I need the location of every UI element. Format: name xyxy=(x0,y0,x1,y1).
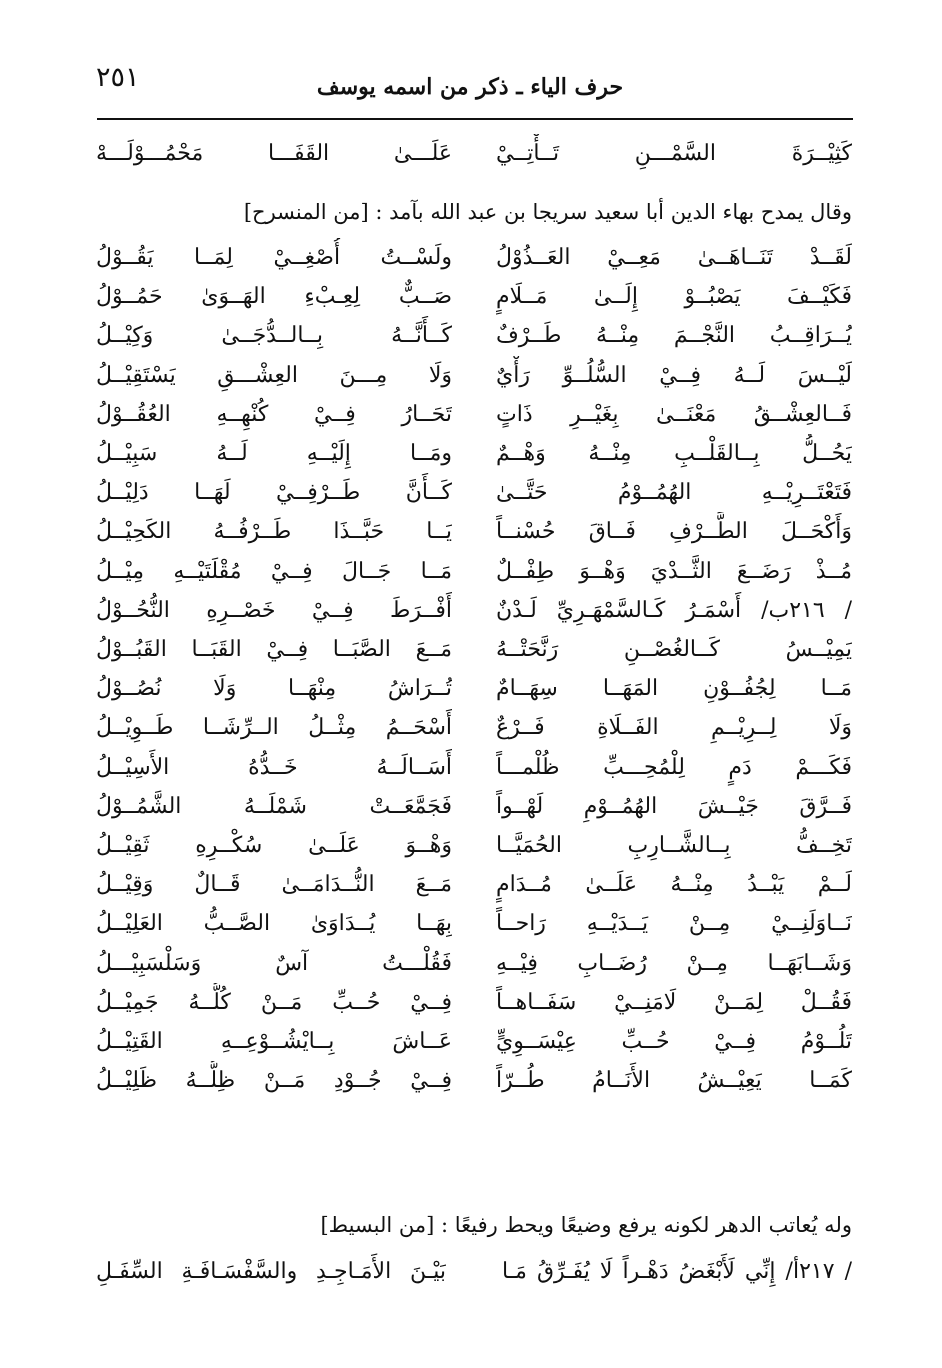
hemistich-second: تَحَــارُ فِــيْ كُنْهِــهِ العُقُــوْلُ xyxy=(96,401,452,427)
hemistich-first: / ٢١٧أ/ إِنِّي لَأَبْغَضُ دَهْـراً لَا يُفَـرِّقُ مَـا xyxy=(502,1259,852,1284)
hemistich-first: فَكَـــمْ دَمٍ لِلْمُحِـــبِّ ظُلْمـــاً xyxy=(496,754,852,780)
hemistich-second: فَقُلْـــتُ آسٌ وَسَلْسَبِيْـــلُ xyxy=(96,950,452,976)
verse-line xyxy=(96,904,852,944)
hemistich-second: بِهَــا يُــدَاوَىٰ الصَّــبُّ العَلِيْــلُ xyxy=(96,911,452,937)
hemistich-second: فِــيْ حُــبِّ مَــنْ كُلُّــهُ جَمِيْــلُ xyxy=(96,989,452,1015)
verse-line xyxy=(96,591,852,631)
hemistich-first: يَحُــلُّ بِــالقَلْــبِ مِنْــهُ وَهْــمٌ xyxy=(496,441,852,466)
verse-line xyxy=(96,277,852,317)
verse-line xyxy=(96,669,852,709)
hemistich-first: لَقَــدْ تَنَــاهَــىٰ مَعِــيْ العَــذُوْلُ xyxy=(496,245,852,270)
hemistich-second: كَــأَنَّ طَــرْفِــيْ لَهَــا دَلِيْــلُ xyxy=(96,480,452,506)
verse-line xyxy=(96,1061,852,1101)
verse-line xyxy=(96,1022,852,1062)
verse-line xyxy=(96,552,852,592)
hemistich-second: أَسَــالَــهُ خَــدُّهُ الأَسِيْــلُ xyxy=(96,754,452,780)
hemistich-first: وَلَا لِــرِيْــمِ الفَــلَاةِ فَــرْعٌ xyxy=(496,715,852,741)
hemistich-second: وَلَا مِـــنَ العِشْـــقِ يَسْتَقِيْــلُ xyxy=(96,362,452,388)
hemistich-second: عَــاشَ بِــايْشُــوْعِــهِ القَتِيْــلُ xyxy=(96,1029,452,1054)
hemistich-second: فِــيْ جُــوْدِ مَــنْ ظِلُّــهُ ظَلِيْــلُ xyxy=(96,1068,452,1094)
verse-line xyxy=(96,434,852,474)
hemistich-first: يُــرَاقِــبُ النَّجْــمَ مِنْــهُ طَــرْفٌ xyxy=(496,323,852,349)
running-header: حرف الياء ـ ذكر من اسمه يوسف xyxy=(316,74,624,100)
hemistich-first: فَــرَّقَ جَيْــشَ الهُمُــوْمِ لَهْــواً xyxy=(496,793,852,819)
hemistich-first: كَمَــا يَعِيْــشُ الأَنَــامُ طُــرّاً xyxy=(496,1068,852,1094)
hemistich-first: فَــالعِشْــقُ مَعْنَــىٰ بِغَيْــرِ ذَاتٍ xyxy=(496,401,852,427)
hemistich-first: وَأَكْحَــلَ الطَّــرْفِ فَــاقَ حُسْنــاً xyxy=(496,519,852,545)
verse-line xyxy=(96,473,852,513)
hemistich-second: كَــأَنَّــهُ بِــالــدُّجَــىٰ وَكِيْــلُ xyxy=(96,323,452,349)
hemistich-first: / ٢١٦ب/ أَسْمَـرُ كَـالسَّمْهَـرِيِّ لَـدْنٌ xyxy=(496,597,852,623)
verse-line xyxy=(96,134,852,174)
verse-line xyxy=(96,983,852,1023)
hemistich-second: مَــا جَــالَ فِــيْ مُقْلَتَيْــهِ مِيْــلُ xyxy=(96,558,452,584)
hemistich-first: وَشَــابَهَــا مِــنْ رُضَــابِ فِيْــهِ xyxy=(496,950,852,976)
hemistich-second: ولَسْــتُ أُصْغِــيْ لِمَــا يَقُــوْلُ xyxy=(96,245,452,270)
hemistich-second: صَــبٌّ لِعِـبْءِ الهَــوَىٰ حَمُــوْلُ xyxy=(96,284,452,310)
verse-line xyxy=(96,748,852,788)
verse-line xyxy=(96,395,852,435)
verse-line xyxy=(96,1252,852,1292)
hemistich-first: يَمِيْــسُ كَــالغُصْــنِ رَنَّحَتْــهُ xyxy=(496,637,852,662)
verse-line xyxy=(96,865,852,905)
hemistich-first: مَــا لِجُفُــوْنِ المَهَــا سِهَــامٌ xyxy=(496,676,852,702)
verse-line xyxy=(96,238,852,278)
hemistich-second: عَلَـــىٰ القَفَـــا مَحْمُـــوْلَـــهْ xyxy=(96,141,452,166)
hemistich-second: ومَــا إِلَيْــهِ لَــهُ سَبِيْــلُ xyxy=(96,441,452,466)
hemistich-second: تُــرَاشُ مِنْهَــا وَلَا نُصُــوْلُ xyxy=(96,676,452,702)
hemistich-first: فَكَيْــفَ يَصْبُــوْ إِلَــىٰ مَــلَامٍ xyxy=(496,284,852,310)
hemistich-first: فَتَعْتَــرِيْــهِ الهُمُــوْمُ حَتَّــىٰ xyxy=(496,480,852,506)
hemistich-second: يَــا حَبَّــذَا طَــرْفُــهُ الكَحِيْــلُ xyxy=(96,519,452,545)
poem-intro: وقال يمدح بهاء الدين أبا سعيد سريجا بن عبد الله بآمد : [من المنسرح] xyxy=(243,200,852,224)
verse-line xyxy=(96,944,852,984)
poem-intro: وله يُعاتب الدهر لكونه يرفع وضيعًا ويحط رفيعًا : [من البسيط] xyxy=(320,1213,852,1237)
header-rule xyxy=(97,118,853,120)
verse-line xyxy=(96,826,852,866)
hemistich-first: فَقُــلْ لِمَــنْ لَامَنِــيْ سَفَــاهــاً xyxy=(496,989,852,1015)
hemistich-first: لَيْــسَ لَــهُ فِــيْ السُّلُــوِّ رَأْيٌ xyxy=(496,362,852,388)
verse-line xyxy=(96,630,852,670)
hemistich-first: لَــمْ يَبْــدُ مِنْــهُ عَلَــىٰ مُــدَامٍ xyxy=(496,872,852,898)
hemistich-second: فَجَمَّعَــتْ شَمْلَــهُ الشَّمُــوْلُ xyxy=(96,793,452,819)
hemistich-first: كَثِيْــرَةَ السَّمْـــنِ تَــأْتِــيْ xyxy=(496,141,852,166)
hemistich-second: وَهْــوَ عَلَــىٰ سُكْــرِهِ ثَقِيْــلُ xyxy=(96,833,452,858)
hemistich-second: أَسْحَــمُ مِثْــلُ الــرِّشَــا طَــوِيْــلُ xyxy=(96,715,452,741)
hemistich-first: نَــاوَلَنِــيْ مِــنْ يَــدَيْــهِ رَاحــاً xyxy=(496,911,852,937)
verse-line xyxy=(96,787,852,827)
hemistich-first: تَخِــفُّ بِــالشَّــارِبِ الحُمَيَّــا xyxy=(496,833,852,858)
verse-line xyxy=(96,512,852,552)
hemistich-second: بَيْـنَ الأَمَـاجِـدِ والسَّفْسَـافَـةِ السِّفَـلِ xyxy=(96,1259,446,1284)
verse-line xyxy=(96,356,852,396)
page-number: ٢٥١ xyxy=(96,62,140,93)
verse-line xyxy=(96,316,852,356)
hemistich-first: مُــذْ رَضَــعَ الثَّــدْيَ وَهْــوَ طِفْــلٌ xyxy=(496,558,852,584)
hemistich-second: مَــعَ النُّــدَامَــىٰ قَــالٌ وَقِيْــلُ xyxy=(96,872,452,898)
hemistich-second: مَــعَ الصَّبَــا فِــيْ القَبَــا القَبُــوْلُ xyxy=(96,637,452,662)
hemistich-first: تَلُــوْمُ فِــيْ حُــبِّ عِيْسَــوِيٍّ xyxy=(496,1029,852,1054)
verse-line xyxy=(96,708,852,748)
hemistich-second: أَفْــرَطَ فِــيْ خَصْــرِهِ النُّحُــوْلُ xyxy=(96,597,452,623)
